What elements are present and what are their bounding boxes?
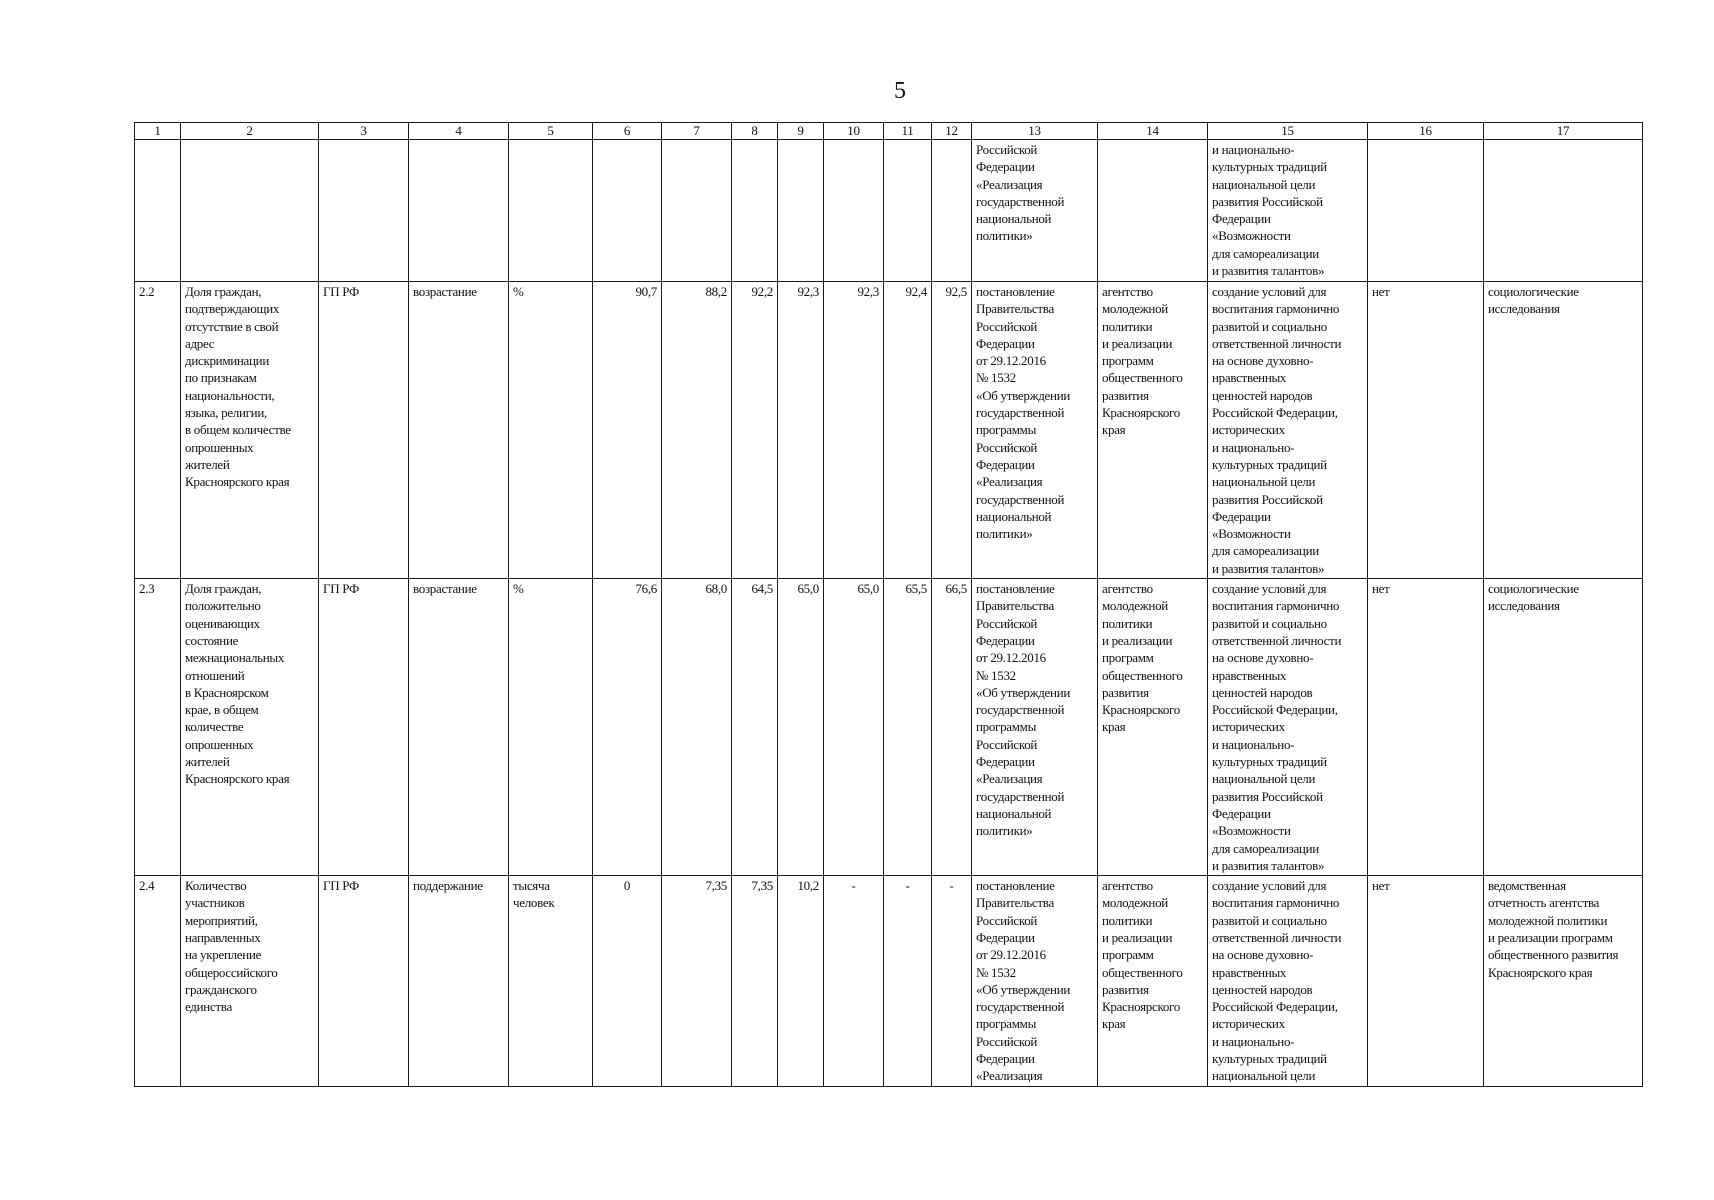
row-number: 2.2 [135, 282, 181, 579]
value-cell [732, 140, 778, 282]
col-header: 5 [509, 123, 593, 140]
responsible-agency: агентство молодежной политики и реализации программ общественного развития Красноярского края [1098, 876, 1208, 1087]
header-row [135, 123, 1643, 140]
legal-basis: постановление Правительства Российской Федерации от 29.12.2016 № 1532 «Об утверждении государственной программы Российской Федерации «Реализация [972, 876, 1098, 1087]
legal-basis: постановление Правительства Российской Федерации от 29.12.2016 № 1532 «Об утверждении государственной программы Российской Федерации «Реализация государственной национальной политики» [972, 579, 1098, 876]
data-source [1484, 140, 1643, 282]
value-cell: 92,5 [932, 282, 972, 579]
legal-basis: Российской Федерации «Реализация государственной национальной политики» [972, 140, 1098, 282]
value-cell: 64,5 [732, 579, 778, 876]
col-header: 10 [824, 123, 884, 140]
table-row [135, 140, 1643, 282]
col-header: 14 [1098, 123, 1208, 140]
value-cell: 7,35 [662, 876, 732, 1087]
indicator-name: Доля граждан, подтверждающих отсутствие в свой адрес дискриминации по признакам национальности, языка, религии, в общем количестве опрошенных жителей Красноярского края [181, 282, 319, 579]
responsible-agency [1098, 140, 1208, 282]
value-cell: 7,35 [732, 876, 778, 1087]
flag-cell: нет [1368, 579, 1484, 876]
indicator-trend: поддержание [409, 876, 509, 1087]
national-goal: создание условий для воспитания гармонично развитой и социально ответственной личности на основе духовно- нравственных ценностей народов Российской Федерации, исторических и национально- культурных традиций национальной цели [1208, 876, 1368, 1087]
flag-cell [1368, 140, 1484, 282]
data-source: ведомственная отчетность агентства молодежной политики и реализации программ общественного развития Красноярского края [1484, 876, 1643, 1087]
row-number: 2.4 [135, 876, 181, 1087]
page-number: 5 [894, 78, 906, 104]
data-source: социологические исследования [1484, 282, 1643, 579]
flag-cell: нет [1368, 282, 1484, 579]
indicator-trend: возрастание [409, 579, 509, 876]
value-cell: 92,3 [778, 282, 824, 579]
col-header: 13 [972, 123, 1098, 140]
table-row [135, 579, 1643, 876]
col-header: 12 [932, 123, 972, 140]
national-goal: и национально- культурных традиций национальной цели развития Российской Федерации «Возможности для самореализации и развития талантов» [1208, 140, 1368, 282]
legal-basis: постановление Правительства Российской Федерации от 29.12.2016 № 1532 «Об утверждении государственной программы Российской Федерации «Реализация государственной национальной политики» [972, 282, 1098, 579]
indicator-trend [409, 140, 509, 282]
col-header: 17 [1484, 123, 1643, 140]
value-cell: - [932, 876, 972, 1087]
indicator-trend: возрастание [409, 282, 509, 579]
data-source: социологические исследования [1484, 579, 1643, 876]
row-number [135, 140, 181, 282]
responsible-agency: агентство молодежной политики и реализации программ общественного развития Красноярского края [1098, 579, 1208, 876]
col-header: 11 [884, 123, 932, 140]
col-header: 4 [409, 123, 509, 140]
value-cell [778, 140, 824, 282]
table-row [135, 282, 1643, 579]
value-cell: 66,5 [932, 579, 972, 876]
col-header: 2 [181, 123, 319, 140]
indicator-type: ГП РФ [319, 876, 409, 1087]
value-cell [662, 140, 732, 282]
value-cell: 88,2 [662, 282, 732, 579]
table-row [135, 876, 1643, 1087]
value-cell: 68,0 [662, 579, 732, 876]
value-cell [824, 140, 884, 282]
value-cell [593, 140, 662, 282]
value-cell: 92,3 [824, 282, 884, 579]
indicator-type: ГП РФ [319, 579, 409, 876]
value-cell: 65,5 [884, 579, 932, 876]
value-cell: 65,0 [778, 579, 824, 876]
value-cell: - [884, 876, 932, 1087]
col-header: 7 [662, 123, 732, 140]
col-header: 1 [135, 123, 181, 140]
national-goal: создание условий для воспитания гармонично развитой и социально ответственной личности на основе духовно- нравственных ценностей народов Российской Федерации, исторических и национально- культурных традиций национальной цели развития Российской Федерации «Возможности для самореализации и развития талантов» [1208, 579, 1368, 876]
value-cell: 0 [593, 876, 662, 1087]
value-cell [932, 140, 972, 282]
col-header: 16 [1368, 123, 1484, 140]
value-cell: 92,4 [884, 282, 932, 579]
indicator-type [319, 140, 409, 282]
value-cell: 65,0 [824, 579, 884, 876]
national-goal: создание условий для воспитания гармонично развитой и социально ответственной личности на основе духовно- нравственных ценностей народов Российской Федерации, исторических и национально- культурных традиций национальной цели развития Российской Федерации «Возможности для самореализации и развития талантов» [1208, 282, 1368, 579]
indicator-name: Доля граждан, положительно оценивающих состояние межнациональных отношений в Красноярском крае, в общем количестве опрошенных жителей Красноярского края [181, 579, 319, 876]
indicator-unit: % [509, 579, 593, 876]
col-header: 6 [593, 123, 662, 140]
col-header: 15 [1208, 123, 1368, 140]
value-cell: 10,2 [778, 876, 824, 1087]
value-cell: 90,7 [593, 282, 662, 579]
indicator-unit: тысяча человек [509, 876, 593, 1087]
indicator-name: Количество участников мероприятий, направленных на укрепление общероссийского гражданского единства [181, 876, 319, 1087]
value-cell [884, 140, 932, 282]
indicator-unit: % [509, 282, 593, 579]
value-cell: 76,6 [593, 579, 662, 876]
col-header: 3 [319, 123, 409, 140]
indicator-unit [509, 140, 593, 282]
indicators-table [134, 122, 1643, 1087]
flag-cell: нет [1368, 876, 1484, 1087]
value-cell: - [824, 876, 884, 1087]
indicator-type: ГП РФ [319, 282, 409, 579]
responsible-agency: агентство молодежной политики и реализации программ общественного развития Красноярского края [1098, 282, 1208, 579]
row-number: 2.3 [135, 579, 181, 876]
indicator-name [181, 140, 319, 282]
value-cell: 92,2 [732, 282, 778, 579]
col-header: 8 [732, 123, 778, 140]
col-header: 9 [778, 123, 824, 140]
